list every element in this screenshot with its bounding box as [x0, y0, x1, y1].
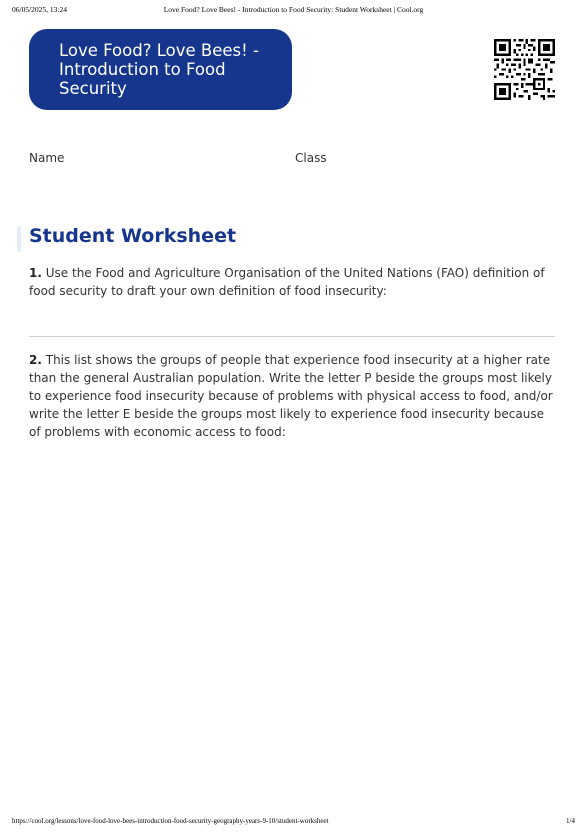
print-footer — [12, 817, 575, 829]
title-banner — [29, 29, 292, 110]
question-text: This list shows the groups of people that experience food insecurity at a higher rate than the general Australian population. Write the letter P beside the groups most likely to experience food insecurity because of problems with physical access to food, and/or write the letter E beside the groups most likely to experience food insecurity because of problems with economic access to food: — [29, 353, 553, 439]
question-number: 2. — [29, 353, 42, 367]
page-number: 1/4 — [566, 817, 575, 825]
section-heading: Student Worksheet — [29, 225, 237, 247]
answer-divider — [29, 336, 555, 337]
print-date: 06/05/2025, 13:24 — [12, 5, 68, 14]
question-number: 1. — [29, 266, 42, 280]
question-1 — [29, 264, 555, 300]
print-header — [12, 5, 575, 17]
name-label: Name — [29, 151, 65, 165]
print-doc-title: Love Food? Love Bees! - Introduction to Food Security: Student Worksheet | Cool.org — [163, 5, 424, 14]
question-text: Use the Food and Agriculture Organisation of the United Nations (FAO) definition of food security to draft your own definition of food insecurity: — [29, 266, 545, 298]
qr-code-icon — [494, 39, 555, 100]
class-label: Class — [295, 151, 327, 165]
question-2 — [29, 351, 555, 441]
print-url: https://cool.org/lessons/love-food-love-bees-introduction-food-security-geography-years-9-10/student-worksheet — [12, 817, 329, 825]
page-title: Love Food? Love Bees! - Introduction to Food Security — [59, 41, 259, 98]
section-accent-bar — [17, 226, 21, 252]
